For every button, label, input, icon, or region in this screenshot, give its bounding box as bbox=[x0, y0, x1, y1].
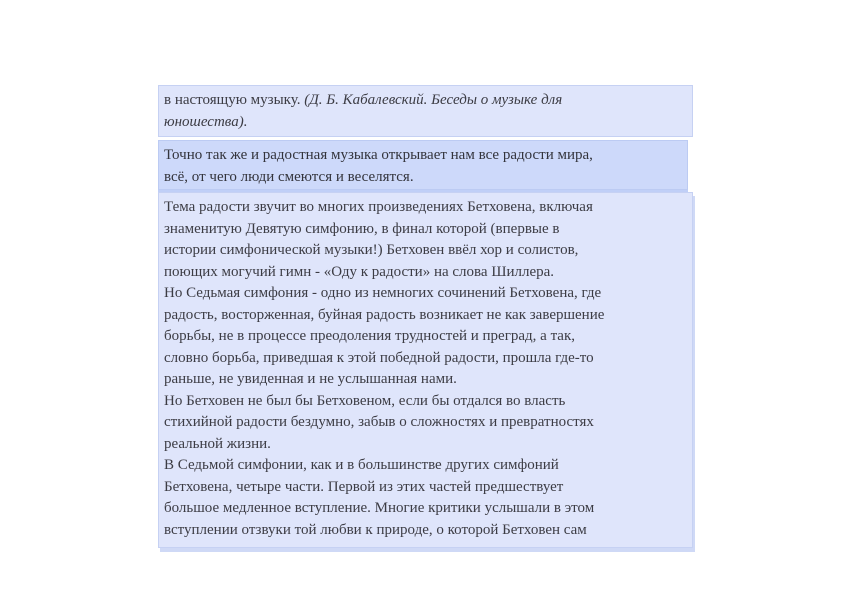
text-line: поющих могучий гимн - «Оду к радости» на слова Шиллера. bbox=[164, 263, 555, 280]
text-line: знаменитую Девятую симфонию, в финал которой (впервые в bbox=[164, 220, 560, 237]
text-line: стихийной радости бездумно, забыв о сложностях и превратностях bbox=[164, 414, 594, 430]
quote-line-1 bbox=[164, 90, 686, 112]
quote-ending-block bbox=[158, 85, 693, 137]
text-line: словно борьба, приведшая к этой победной радости, прошла где-то bbox=[164, 349, 594, 366]
citation-part-2: юношества). bbox=[164, 113, 248, 130]
text-line: Но Бетховен не был бы Бетховеном, если бы отдался во власть bbox=[164, 392, 566, 409]
text-line: Но Седьмая симфония - одно из немногих сочинений Бетховена, где bbox=[164, 285, 602, 301]
joy-music-block bbox=[158, 140, 688, 190]
text-line: борьбы, не в процессе преодоления трудностей и преград, а так, bbox=[164, 328, 575, 344]
text-line: вступлении отзвуки той любви к природе, о которой Бетховен сам bbox=[164, 521, 587, 538]
beethoven-text-block bbox=[158, 192, 693, 548]
text-line: Точно так же и радостная музыка открывает нам все радости мира, bbox=[164, 147, 593, 163]
text-line: реальной жизни. bbox=[164, 435, 271, 452]
text-line: Бетховена, четыре части. Первой из этих частей предшествует bbox=[164, 478, 564, 495]
text-line: радость, восторженная, буйная радость возникает не как завершение bbox=[164, 306, 605, 323]
text-line: всё, от чего люди смеются и веселятся. bbox=[164, 168, 414, 185]
text-line: Тема радости звучит во многих произведениях Бетховена, включая bbox=[164, 199, 593, 215]
text-line: В Седьмой симфонии, как и в большинстве других симфоний bbox=[164, 457, 559, 473]
text-line: большое медленное вступление. Многие критики услышали в этом bbox=[164, 500, 595, 516]
text-line: истории симфонической музыки!) Бетховен ввёл хор и солистов, bbox=[164, 242, 579, 258]
citation-part-1: (Д. Б. Кабалевский. Беседы о музыке для bbox=[304, 92, 563, 108]
quote-text: в настоящую музыку. bbox=[164, 92, 305, 108]
text-line: раньше, не увиденная и не услышанная нами. bbox=[164, 371, 457, 387]
